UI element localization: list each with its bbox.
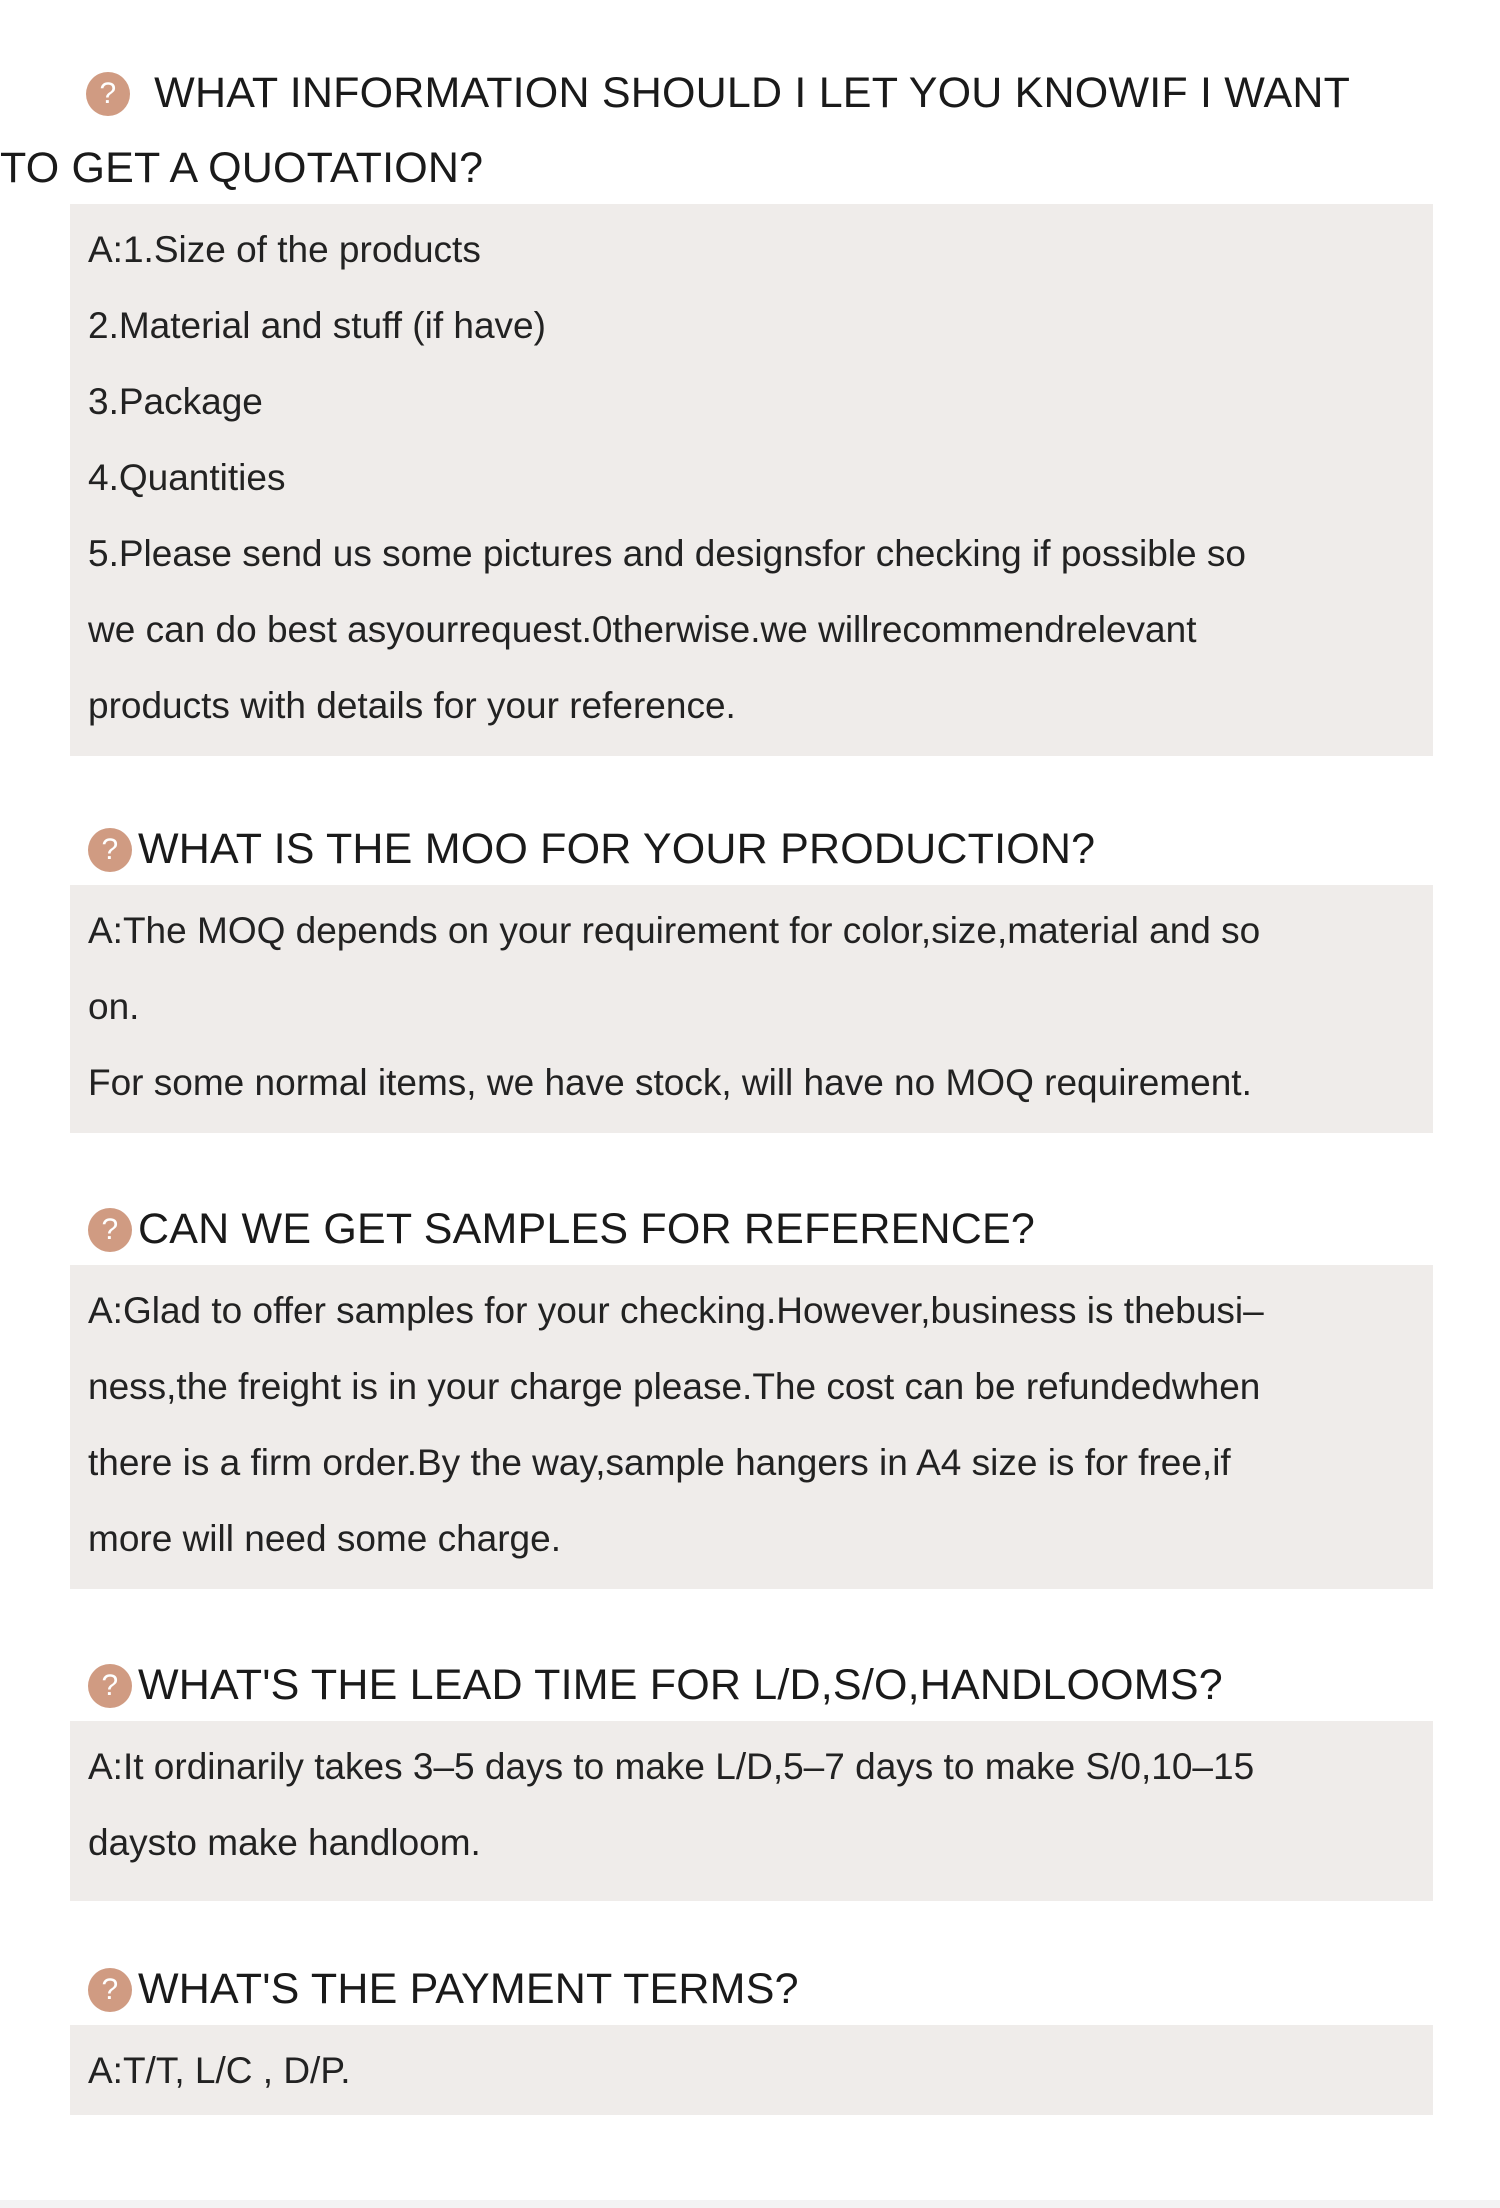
- faq-answer: [70, 1265, 1433, 1589]
- question-circle-icon: ?: [88, 1208, 132, 1252]
- answer-line: A:The MOQ depends on your requirement for color,size,material and so: [88, 910, 1261, 951]
- question-text-line: WHAT'S THE LEAD TIME FOR L/D,S/O,HANDLOOMS?: [138, 1661, 1223, 1709]
- faq-question: [88, 1192, 1418, 1267]
- answer-line: daysto make handloom.: [88, 1822, 481, 1863]
- answer-line: 2.Material and stuff (if have): [88, 305, 546, 346]
- answer-line: ness,the freight is in your charge please.The cost can be refundedwhen: [88, 1366, 1261, 1407]
- answer-line: A:Glad to offer samples for your checking.However,business is thebusi–: [88, 1290, 1264, 1331]
- faq-section-lead-time: [0, 1648, 1500, 1901]
- faq-section-quotation: [0, 56, 1500, 756]
- faq-question: [88, 1952, 1418, 2027]
- answer-line: 3.Package: [88, 381, 263, 422]
- answer-line: A:It ordinarily takes 3–5 days to make L/D,5–7 days to make S/0,10–15: [88, 1746, 1255, 1787]
- question-text-line: WHAT INFORMATION SHOULD I LET YOU KNOWIF I WANT: [154, 69, 1351, 117]
- question-text-line: WHAT'S THE PAYMENT TERMS?: [138, 1965, 799, 2013]
- answer-line: 5.Please send us some pictures and designsfor checking if possible so: [88, 533, 1246, 574]
- answer-line: we can do best asyourrequest.0therwise.we willrecommendrelevant: [88, 609, 1197, 650]
- faq-question: [88, 1648, 1418, 1723]
- question-circle-icon: ?: [86, 72, 130, 116]
- answer-line: 4.Quantities: [88, 457, 286, 498]
- question-circle-icon: ?: [88, 1968, 132, 2012]
- question-circle-icon: ?: [88, 828, 132, 872]
- bottom-divider: [0, 2200, 1500, 2208]
- question-text-line: CAN WE GET SAMPLES FOR REFERENCE?: [138, 1205, 1036, 1253]
- faq-section-payment: [0, 1952, 1500, 2115]
- answer-line: A:T/T, L/C , D/P.: [88, 2050, 351, 2091]
- faq-question: [88, 812, 1418, 887]
- question-text-line: WHAT IS THE MOO FOR YOUR PRODUCTION?: [138, 825, 1096, 873]
- faq-answer: [70, 204, 1433, 756]
- faq-section-samples: [0, 1192, 1500, 1589]
- answer-line: products with details for your reference.: [88, 685, 736, 726]
- question-circle-icon: ?: [88, 1664, 132, 1708]
- faq-section-moq: [0, 812, 1500, 1133]
- question-text-line: TO GET A QUOTATION?: [0, 144, 484, 192]
- faq-answer: [70, 1721, 1433, 1901]
- answer-line: For some normal items, we have stock, will have no MOQ requirement.: [88, 1062, 1252, 1103]
- answer-line: A:1.Size of the products: [88, 229, 481, 270]
- faq-question: [0, 56, 1416, 206]
- answer-line: more will need some charge.: [88, 1518, 561, 1559]
- faq-answer: [70, 2025, 1433, 2115]
- answer-line: there is a firm order.By the way,sample hangers in A4 size is for free,if: [88, 1442, 1231, 1483]
- faq-answer: [70, 885, 1433, 1133]
- answer-line: on.: [88, 986, 140, 1027]
